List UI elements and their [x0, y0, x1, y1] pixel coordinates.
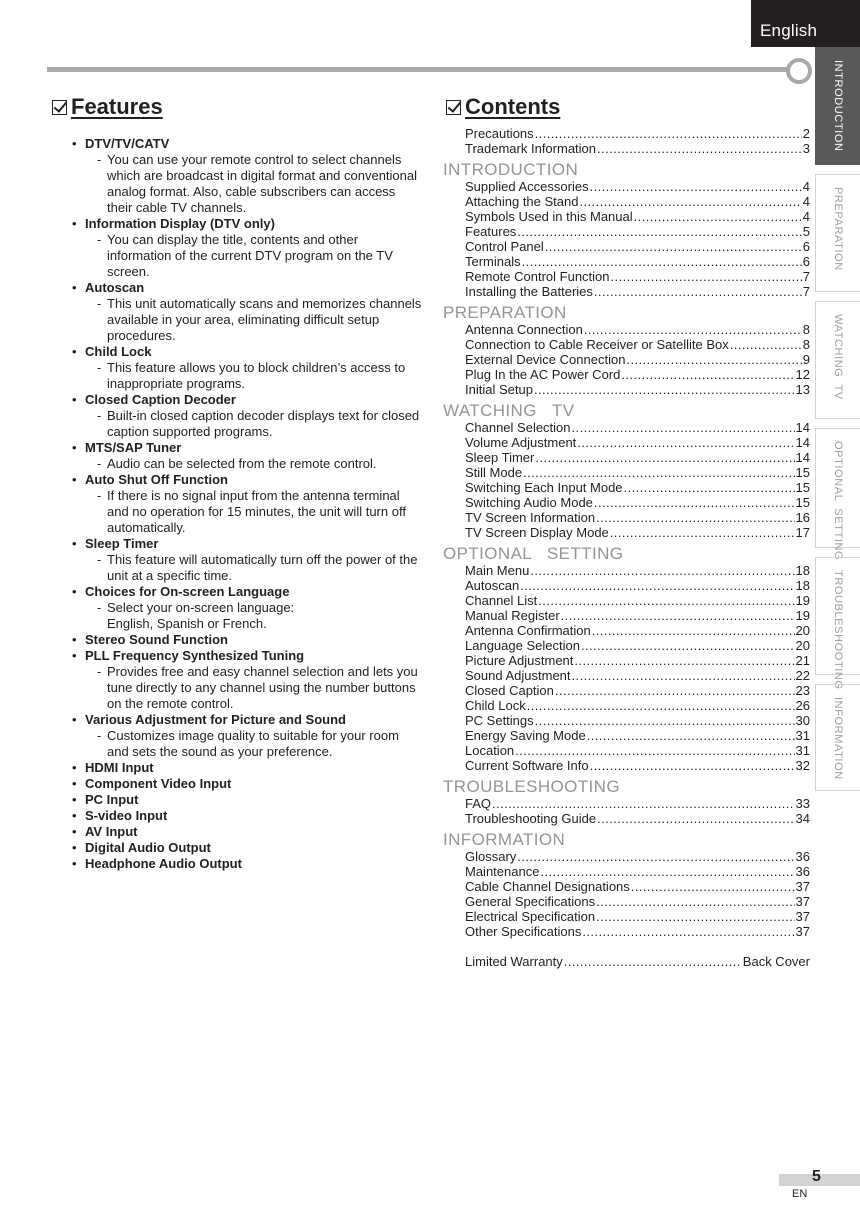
toc-entry[interactable] — [443, 126, 810, 141]
feature-title: • Various Adjustment for Picture and Sound — [85, 712, 346, 727]
feature-item — [72, 648, 422, 712]
toc-entry-page: 31 — [795, 743, 810, 758]
feature-item — [72, 808, 422, 824]
toc-entry-page: 18 — [795, 563, 810, 578]
feature-title: • S-video Input — [85, 808, 168, 823]
contents-heading-text: Contents — [465, 94, 561, 119]
feature-description-text: - Built-in closed caption decoder displays text for closed caption supported programs. — [107, 408, 420, 439]
feature-title: • Component Video Input — [85, 776, 232, 791]
toc-leader-dots — [517, 849, 794, 864]
toc-entry[interactable] — [443, 254, 810, 269]
toc-entry-page: 33 — [795, 796, 810, 811]
toc-entry-page: 23 — [795, 683, 810, 698]
feature-title: • Child Lock — [85, 344, 152, 359]
feature-title: • Choices for On-screen Language — [85, 584, 290, 599]
toc-leader-dots — [522, 254, 802, 269]
toc-leader-dots — [492, 796, 795, 811]
tab-optional-setting[interactable] — [815, 428, 860, 561]
toc-entry[interactable] — [443, 638, 810, 653]
toc-entry[interactable] — [443, 510, 810, 525]
toc-entry[interactable] — [443, 849, 810, 864]
toc-leader-dots — [596, 894, 794, 909]
feature-item — [72, 136, 422, 216]
toc-entry[interactable] — [443, 525, 810, 540]
toc-entry-page: 31 — [795, 728, 810, 743]
tab-optional-setting-label: OPTIONAL SETTING — [832, 441, 844, 561]
toc-leader-dots — [592, 623, 795, 638]
toc-entry-page: 20 — [795, 623, 810, 638]
tab-watching-tv-label: WATCHING TV — [832, 314, 844, 400]
checkbox-icon — [52, 100, 67, 115]
feature-description-text: - Select your on-screen language: — [107, 600, 295, 615]
contents-heading — [446, 94, 560, 120]
toc-entry-title: TV Screen Display Mode — [465, 525, 609, 540]
feature-description — [85, 456, 422, 472]
feature-description-text: - You can display the title, contents and other information of the current DTV program on the TV screen. — [107, 232, 393, 279]
toc-leader-dots — [590, 758, 795, 773]
toc-entry-title: TV Screen Information — [465, 510, 596, 525]
toc-entry-page: 9 — [802, 352, 810, 367]
toc-entry[interactable] — [443, 924, 810, 939]
toc-entry-title: Channel List — [465, 593, 538, 608]
feature-title: • PLL Frequency Synthesized Tuning — [85, 648, 305, 663]
toc-entry[interactable] — [443, 322, 810, 337]
feature-title: • Information Display (DTV only) — [85, 216, 275, 231]
toc-entry-title: External Device Connection — [465, 352, 626, 367]
toc-leader-dots — [597, 811, 794, 826]
feature-title: • DTV/TV/CATV — [85, 136, 170, 151]
toc-entry-page: 5 — [802, 224, 810, 239]
toc-entry-page: 3 — [802, 141, 810, 156]
toc-entry-page: 32 — [795, 758, 810, 773]
toc-entry-title: Terminals — [465, 254, 521, 269]
feature-description-text: - Customizes image quality to suitable for your room and sets the sound as your preference. — [107, 728, 399, 759]
feature-item — [72, 840, 422, 856]
toc-entry-page: 4 — [802, 179, 810, 194]
toc-entry-title: Remote Control Function — [465, 269, 610, 284]
toc-entry[interactable] — [443, 593, 810, 608]
toc-leader-dots — [535, 713, 795, 728]
toc-leader-dots — [517, 224, 801, 239]
rule-end-circle — [786, 58, 812, 84]
toc-leader-dots — [540, 864, 794, 879]
feature-item — [72, 760, 422, 776]
toc-leader-dots — [624, 480, 795, 495]
toc-entry-title: Sleep Timer — [465, 450, 535, 465]
feature-title: • AV Input — [85, 824, 138, 839]
toc-entry[interactable] — [443, 352, 810, 367]
toc-entry[interactable] — [443, 194, 810, 209]
toc-entry-page: 15 — [795, 495, 810, 510]
toc-entry-page: 13 — [795, 382, 810, 397]
toc-entry[interactable] — [443, 796, 810, 811]
toc-leader-dots — [574, 653, 794, 668]
toc-leader-dots — [535, 126, 802, 141]
toc-entry[interactable] — [443, 465, 810, 480]
toc-leader-dots — [530, 563, 794, 578]
feature-item — [72, 856, 422, 872]
toc-entry[interactable] — [443, 728, 810, 743]
toc-leader-dots — [631, 879, 795, 894]
toc-entry[interactable] — [443, 954, 810, 969]
feature-description — [85, 296, 422, 344]
toc-entry-title: Channel Selection — [465, 420, 571, 435]
feature-item — [72, 440, 422, 472]
feature-title: • PC Input — [85, 792, 139, 807]
toc-entry[interactable] — [443, 578, 810, 593]
toc-leader-dots — [597, 141, 802, 156]
toc-entry-page: 15 — [795, 480, 810, 495]
toc-entry-page: 37 — [795, 909, 810, 924]
toc-entry-title: Antenna Confirmation — [465, 623, 591, 638]
toc-entry-title: Precautions — [465, 126, 534, 141]
tab-troubleshooting-label: TROUBLESHOOTING — [832, 570, 844, 690]
tab-information[interactable] — [815, 684, 860, 791]
toc-entry-title: Maintenance — [465, 864, 540, 879]
toc-leader-dots — [572, 420, 795, 435]
toc-leader-dots — [587, 728, 795, 743]
feature-description — [85, 152, 422, 216]
toc-entry-title: Energy Saving Mode — [465, 728, 586, 743]
toc-leader-dots — [564, 954, 742, 969]
feature-item — [72, 776, 422, 792]
features-list — [72, 136, 422, 872]
feature-item — [72, 632, 422, 648]
page-language-code: EN — [792, 1188, 808, 1200]
tab-troubleshooting[interactable] — [815, 557, 860, 690]
toc-entry-page: 21 — [795, 653, 810, 668]
toc-entry-page: 36 — [795, 849, 810, 864]
feature-item — [72, 216, 422, 280]
feature-description-text: - Audio can be selected from the remote control. — [107, 456, 377, 471]
toc-entry-title: Features — [465, 224, 517, 239]
toc-entry-title: Volume Adjustment — [465, 435, 577, 450]
feature-description-text: - If there is no signal input from the antenna terminal and no operation for 15 minutes, the unit will turn off automatically. — [107, 488, 406, 535]
toc-entry-title: Troubleshooting Guide — [465, 811, 597, 826]
toc-section-heading: INTRODUCTION — [443, 160, 579, 179]
feature-title: • Digital Audio Output — [85, 840, 211, 855]
feature-title: • Stereo Sound Function — [85, 632, 228, 647]
toc-leader-dots — [611, 269, 802, 284]
toc-entry-page: 17 — [795, 525, 810, 540]
toc-entry-page: 4 — [802, 209, 810, 224]
toc-leader-dots — [581, 638, 795, 653]
tab-introduction-label: INTRODUCTION — [832, 60, 844, 152]
toc-entry-title: Language Selection — [465, 638, 580, 653]
toc-entry-title: Connection to Cable Receiver or Satellite Box — [465, 337, 729, 352]
feature-item — [72, 584, 422, 632]
tab-preparation-label: PREPARATION — [832, 187, 844, 271]
toc-entry-title: Closed Caption — [465, 683, 554, 698]
toc-leader-dots — [596, 909, 794, 924]
toc-section-heading: INFORMATION — [443, 830, 566, 849]
feature-title: • Auto Shut Off Function — [85, 472, 228, 487]
toc-entry-title: Location — [465, 743, 515, 758]
feature-description-text: - Provides free and easy channel selection and lets you tune directly to any channel using the number buttons on the remote control. — [107, 664, 418, 711]
toc-entry[interactable] — [443, 623, 810, 638]
toc-spacer — [443, 939, 813, 954]
toc-entry-title: Initial Setup — [465, 382, 533, 397]
toc-entry[interactable] — [443, 420, 810, 435]
toc-entry-page: 30 — [795, 713, 810, 728]
toc-entry[interactable] — [443, 382, 810, 397]
toc-entry-title: Glossary — [465, 849, 517, 864]
feature-item — [72, 472, 422, 536]
toc-entry[interactable] — [443, 909, 810, 924]
feature-description — [85, 664, 422, 712]
toc-entry[interactable] — [443, 864, 810, 879]
toc-section-heading: WATCHING TV — [443, 401, 575, 420]
toc-entry-title: Manual Register — [465, 608, 560, 623]
language-tab: English — [751, 0, 860, 47]
toc-entry-page: 6 — [802, 254, 810, 269]
toc-leader-dots — [577, 435, 794, 450]
toc-entry-title: Switching Each Input Mode — [465, 480, 623, 495]
toc-entry[interactable] — [443, 758, 810, 773]
feature-title: • HDMI Input — [85, 760, 154, 775]
feature-item — [72, 792, 422, 808]
toc-entry-title: Child Lock — [465, 698, 526, 713]
toc-entry-page: 15 — [795, 465, 810, 480]
feature-description-text: - This feature will automatically turn off the power of the unit at a specific time. — [107, 552, 418, 583]
toc-entry[interactable] — [443, 337, 810, 352]
feature-item — [72, 280, 422, 344]
tab-introduction[interactable] — [815, 47, 860, 165]
toc-entry-page: 37 — [795, 879, 810, 894]
toc-entry[interactable] — [443, 879, 810, 894]
toc-leader-dots — [621, 367, 794, 382]
feature-title: • Headphone Audio Output — [85, 856, 242, 871]
feature-item — [72, 824, 422, 840]
toc-entry[interactable] — [443, 367, 810, 382]
toc-leader-dots — [579, 194, 801, 209]
features-heading-text: Features — [71, 94, 163, 119]
toc-entry-page: 2 — [802, 126, 810, 141]
toc-leader-dots — [582, 924, 794, 939]
toc-entry-title: Antenna Connection — [465, 322, 583, 337]
toc-entry-title: Cable Channel Designations — [465, 879, 630, 894]
toc-entry-title: PC Settings — [465, 713, 534, 728]
toc-entry-title: Sound Adjustment — [465, 668, 571, 683]
feature-title: • Autoscan — [85, 280, 145, 295]
toc-leader-dots — [626, 352, 801, 367]
checkbox-icon — [446, 100, 461, 115]
toc-entry-page: Back Cover — [742, 954, 810, 969]
toc-entry[interactable] — [443, 894, 810, 909]
toc-leader-dots — [523, 465, 794, 480]
toc-leader-dots — [527, 698, 795, 713]
toc-entry[interactable] — [443, 480, 810, 495]
toc-entry-page: 8 — [802, 337, 810, 352]
table-of-contents — [443, 126, 813, 969]
tab-watching-tv[interactable] — [815, 301, 860, 419]
toc-entry[interactable] — [443, 608, 810, 623]
toc-entry-title: General Specifications — [465, 894, 596, 909]
toc-entry-title: Trademark Information — [465, 141, 597, 156]
toc-entry-title: Symbols Used in this Manual — [465, 209, 633, 224]
toc-entry[interactable] — [443, 495, 810, 510]
toc-entry[interactable] — [443, 563, 810, 578]
toc-entry-page: 18 — [795, 578, 810, 593]
toc-section-heading: TROUBLESHOOTING — [443, 777, 620, 796]
toc-entry-title: Picture Adjustment — [465, 653, 574, 668]
toc-entry-title: Supplied Accessories — [465, 179, 589, 194]
toc-entry-page: 12 — [795, 367, 810, 382]
toc-entry-title: Control Panel — [465, 239, 544, 254]
toc-entry-page: 6 — [802, 239, 810, 254]
toc-entry[interactable] — [443, 224, 810, 239]
toc-entry-page: 20 — [795, 638, 810, 653]
feature-item — [72, 712, 422, 760]
toc-entry-title: Limited Warranty — [465, 954, 563, 969]
toc-entry-title: Current Software Info — [465, 758, 589, 773]
toc-entry-page: 4 — [802, 194, 810, 209]
feature-title: • MTS/SAP Tuner — [85, 440, 182, 455]
tab-information-label: INFORMATION — [832, 697, 844, 780]
top-rule — [47, 67, 797, 72]
feature-item — [72, 392, 422, 440]
page-number: 5 — [812, 1168, 821, 1185]
feature-item — [72, 536, 422, 584]
toc-leader-dots — [534, 382, 795, 397]
feature-description-text: - This unit automatically scans and memorizes channels available in your area, eliminating difficult setup procedures. — [107, 296, 422, 343]
toc-entry[interactable] — [443, 179, 810, 194]
toc-leader-dots — [555, 683, 795, 698]
toc-leader-dots — [561, 608, 795, 623]
feature-description — [85, 232, 422, 280]
feature-description — [85, 360, 422, 392]
toc-leader-dots — [730, 337, 802, 352]
toc-entry-page: 16 — [795, 510, 810, 525]
toc-entry-title: Electrical Specification — [465, 909, 596, 924]
toc-entry-title: Plug In the AC Power Cord — [465, 367, 621, 382]
toc-entry[interactable] — [443, 239, 810, 254]
toc-entry-page: 14 — [795, 435, 810, 450]
toc-entry[interactable] — [443, 284, 810, 299]
toc-entry-page: 19 — [795, 593, 810, 608]
feature-description — [85, 488, 422, 536]
feature-description — [85, 408, 422, 440]
toc-entry[interactable] — [443, 683, 810, 698]
toc-leader-dots — [538, 593, 794, 608]
toc-entry-page: 8 — [802, 322, 810, 337]
toc-leader-dots — [634, 209, 802, 224]
toc-entry[interactable] — [443, 713, 810, 728]
toc-leader-dots — [515, 743, 794, 758]
toc-entry-page: 14 — [795, 420, 810, 435]
toc-leader-dots — [545, 239, 802, 254]
toc-entry[interactable] — [443, 811, 810, 826]
toc-entry-title: Other Specifications — [465, 924, 582, 939]
toc-entry[interactable] — [443, 698, 810, 713]
toc-entry-page: 37 — [795, 924, 810, 939]
feature-description-text: - You can use your remote control to select channels which are broadcast in digital format and conventional analog format. Also, cable subscribers can access their cable TV channels. — [107, 152, 418, 215]
toc-leader-dots — [584, 322, 802, 337]
toc-entry[interactable] — [443, 141, 810, 156]
toc-leader-dots — [594, 284, 802, 299]
toc-leader-dots — [572, 668, 795, 683]
toc-leader-dots — [520, 578, 794, 593]
toc-entry[interactable] — [443, 450, 810, 465]
tab-preparation[interactable] — [815, 174, 860, 292]
toc-entry[interactable] — [443, 209, 810, 224]
feature-title: • Sleep Timer — [85, 536, 159, 551]
toc-entry[interactable] — [443, 269, 810, 284]
toc-section-heading: PREPARATION — [443, 303, 567, 322]
toc-entry[interactable] — [443, 435, 810, 450]
toc-entry-page: 36 — [795, 864, 810, 879]
toc-entry-title: Still Mode — [465, 465, 523, 480]
toc-entry-page: 37 — [795, 894, 810, 909]
toc-leader-dots — [590, 179, 802, 194]
toc-leader-dots — [596, 510, 794, 525]
toc-entry-page: 34 — [795, 811, 810, 826]
toc-entry-page: 26 — [795, 698, 810, 713]
toc-entry-page: 7 — [802, 269, 810, 284]
toc-entry-title: Main Menu — [465, 563, 530, 578]
toc-entry-title: Autoscan — [465, 578, 520, 593]
toc-entry-title: Attaching the Stand — [465, 194, 579, 209]
toc-leader-dots — [610, 525, 795, 540]
toc-entry-page: 19 — [795, 608, 810, 623]
feature-description — [85, 552, 422, 584]
feature-title: • Closed Caption Decoder — [85, 392, 236, 407]
toc-entry[interactable] — [443, 668, 810, 683]
toc-entry[interactable] — [443, 743, 810, 758]
toc-entry-title: Installing the Batteries — [465, 284, 593, 299]
toc-leader-dots — [594, 495, 795, 510]
toc-entry-page: 7 — [802, 284, 810, 299]
feature-description-text: - This feature allows you to block children’s access to inappropriate programs. — [107, 360, 406, 391]
feature-description-text: English, Spanish or French. — [107, 616, 267, 631]
toc-entry-title: FAQ — [465, 796, 492, 811]
toc-leader-dots — [535, 450, 794, 465]
toc-section-heading: OPTIONAL SETTING — [443, 544, 624, 563]
toc-entry-page: 22 — [795, 668, 810, 683]
feature-description — [85, 600, 422, 632]
toc-entry[interactable] — [443, 653, 810, 668]
features-heading — [52, 94, 163, 120]
feature-description — [85, 728, 422, 760]
feature-item — [72, 344, 422, 392]
toc-entry-title: Switching Audio Mode — [465, 495, 593, 510]
toc-entry-page: 14 — [795, 450, 810, 465]
